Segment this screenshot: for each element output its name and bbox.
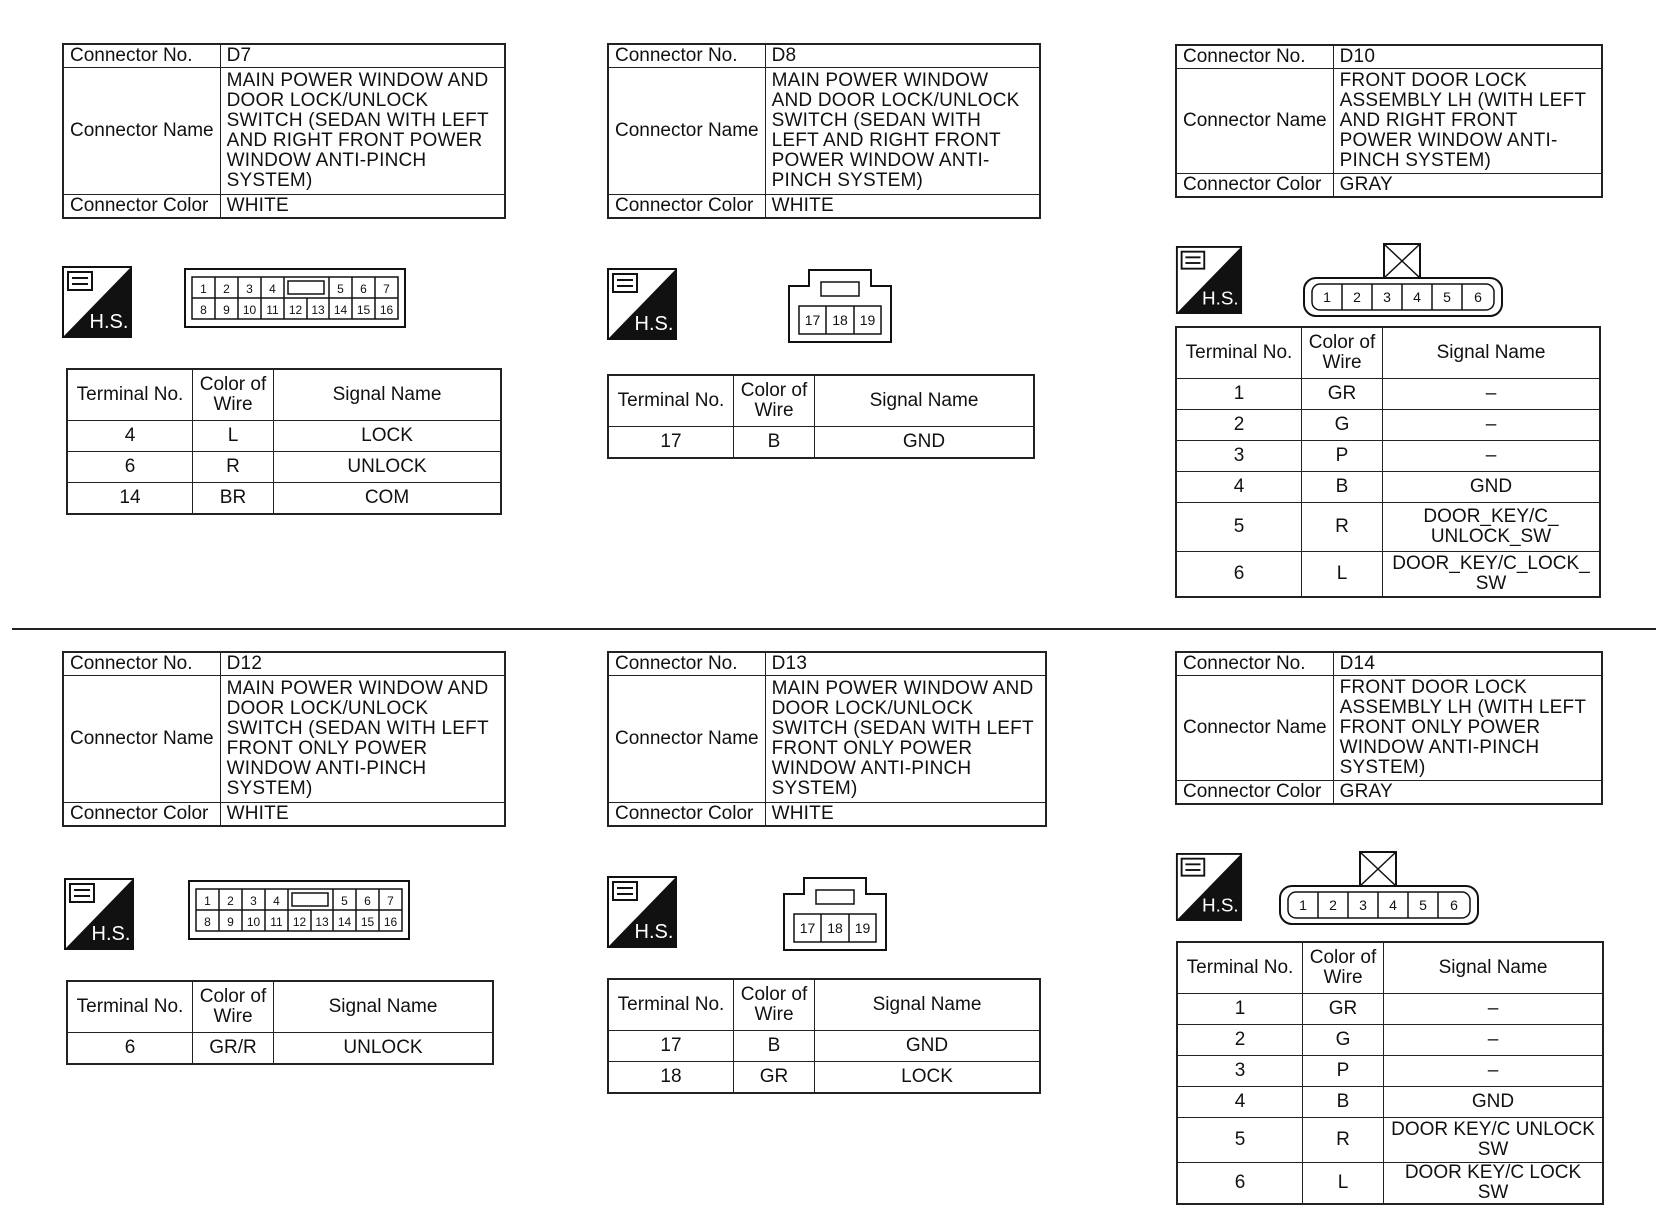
table-row [67, 483, 501, 515]
col-terminal-no: Terminal No. [608, 979, 734, 1031]
pin-label: 4 [273, 894, 280, 908]
connector-name-label: Connector Name [1176, 69, 1333, 174]
pin-label: 3 [1383, 289, 1391, 305]
connector-face-16pin [184, 268, 406, 328]
pin-label: 7 [387, 894, 394, 908]
wire-color: B [734, 427, 815, 459]
signal-name: LOCK [815, 1062, 1041, 1094]
terminal-no: 2 [1176, 410, 1302, 441]
hs-label: H.S. [634, 313, 674, 335]
pin-label: 6 [1474, 289, 1482, 305]
connector-face-3pin [782, 876, 888, 952]
pin-label: 18 [827, 920, 843, 936]
pin-label: 10 [246, 915, 261, 929]
col-signal-name: Signal Name [274, 369, 502, 421]
pin-label: 4 [1413, 289, 1421, 305]
table-row [1177, 1118, 1603, 1163]
pin-label: 15 [356, 303, 371, 317]
col-terminal-no: Terminal No. [1176, 327, 1302, 379]
pin-label: 2 [223, 282, 230, 296]
col-signal-name: Signal Name [274, 981, 494, 1033]
signal-name: GND [815, 427, 1035, 459]
connector-name-value: MAIN POWER WINDOW AND DOOR LOCK/UNLOCK SWITCH (SEDAN WITH LEFT FRONT ONLY POWER WINDOW ANTI-PINCH SYSTEM) [765, 676, 1046, 803]
pin-label: 5 [341, 894, 348, 908]
pin-label: 4 [269, 282, 276, 296]
pin-label: 11 [270, 915, 283, 929]
pin-label: 19 [854, 920, 871, 936]
connector-name-value: MAIN POWER WINDOW AND DOOR LOCK/UNLOCK SWITCH (SEDAN WITH LEFT AND RIGHT FRONT POWER WINDOW ANTI-PINCH SYSTEM) [765, 68, 1040, 195]
table-row [608, 1031, 1040, 1062]
table-row [1176, 410, 1600, 441]
pin-label: 1 [1299, 897, 1307, 913]
pin-label: 16 [383, 915, 398, 929]
signal-name: LOCK [274, 421, 502, 452]
hs-icon [607, 876, 677, 948]
signal-name: – [1384, 994, 1604, 1025]
terminal-no: 14 [67, 483, 193, 515]
connector-info-table [1175, 651, 1603, 805]
connector-no-label: Connector No. [63, 44, 220, 68]
hs-icon [64, 878, 134, 950]
connector-info-table [1175, 44, 1603, 198]
table-row [1177, 1025, 1603, 1056]
table-row [1177, 1163, 1603, 1205]
connector-name-value: MAIN POWER WINDOW AND DOOR LOCK/UNLOCK SWITCH (SEDAN WITH LEFT FRONT ONLY POWER WINDOW ANTI-PINCH SYSTEM) [220, 676, 505, 803]
wire-color: R [1303, 1118, 1384, 1163]
table-row [67, 421, 501, 452]
terminal-no: 2 [1177, 1025, 1303, 1056]
connector-color-value: WHITE [220, 803, 505, 827]
col-color-of-wire: Color of Wire [193, 981, 274, 1033]
table-row [1177, 1056, 1603, 1087]
pin-label: 1 [204, 894, 211, 908]
pin-label: 6 [1450, 897, 1458, 913]
connector-no-label: Connector No. [608, 652, 765, 676]
wire-color: B [734, 1031, 815, 1062]
pin-label: 15 [360, 915, 375, 929]
connector-info-table [607, 651, 1047, 827]
col-color-of-wire: Color of Wire [734, 979, 815, 1031]
signal-name: UNLOCK [274, 1033, 494, 1065]
connector-no-value: D13 [765, 652, 1046, 676]
connector-color-label: Connector Color [1176, 781, 1333, 805]
pin-label: 10 [242, 303, 257, 317]
connector-no-value: D8 [765, 44, 1040, 68]
signal-name: – [1383, 410, 1601, 441]
terminal-no: 4 [67, 421, 193, 452]
hs-label: H.S. [89, 311, 129, 333]
col-color-of-wire: Color of Wire [1303, 942, 1384, 994]
table-row [67, 1033, 493, 1065]
table-row [1176, 503, 1600, 552]
connector-no-value: D10 [1333, 45, 1602, 69]
terminal-no: 6 [1176, 552, 1302, 598]
table-row [1176, 472, 1600, 503]
connector-d7 [62, 43, 506, 219]
terminal-no: 17 [608, 1031, 734, 1062]
terminal-no: 1 [1177, 994, 1303, 1025]
wire-color: GR [1302, 379, 1383, 410]
connector-face-16pin [188, 880, 410, 940]
hs-icon [607, 268, 677, 340]
pin-label: 1 [1323, 289, 1331, 305]
pin-label: 5 [1419, 897, 1427, 913]
terminal-no: 5 [1176, 503, 1302, 552]
pin-label: 8 [200, 303, 207, 317]
terminal-no: 5 [1177, 1118, 1303, 1163]
connector-color-value: WHITE [220, 195, 505, 219]
pin-label: 3 [246, 282, 253, 296]
terminal-no: 3 [1176, 441, 1302, 472]
wire-color: L [193, 421, 274, 452]
col-signal-name: Signal Name [815, 375, 1035, 427]
pin-label: 19 [859, 312, 876, 328]
pin-label: 3 [1359, 897, 1367, 913]
connector-d10 [1175, 44, 1603, 198]
wire-color: B [1303, 1087, 1384, 1118]
wire-color: P [1303, 1056, 1384, 1087]
hs-icon [62, 266, 132, 338]
pin-label: 6 [364, 894, 371, 908]
connector-d8 [607, 43, 1041, 219]
connector-face-3pin [787, 268, 893, 344]
pin-label: 6 [360, 282, 367, 296]
pin-label: 16 [379, 303, 394, 317]
connector-d13 [607, 651, 1047, 827]
pin-label: 17 [804, 312, 821, 328]
hs-label: H.S. [634, 921, 674, 943]
pin-label: 17 [799, 920, 816, 936]
connector-color-value: WHITE [765, 803, 1046, 827]
terminal-no: 4 [1177, 1087, 1303, 1118]
pin-label: 14 [333, 303, 348, 317]
col-color-of-wire: Color of Wire [734, 375, 815, 427]
pin-label: 3 [250, 894, 257, 908]
wire-color: BR [193, 483, 274, 515]
connector-info-table [607, 43, 1041, 219]
table-row [67, 452, 501, 483]
signal-name: GND [1384, 1087, 1604, 1118]
connector-face-6pin [1278, 850, 1480, 926]
connector-name-label: Connector Name [63, 68, 220, 195]
hs-label: H.S. [91, 923, 131, 945]
connector-name-label: Connector Name [1176, 676, 1333, 781]
terminal-no: 6 [67, 452, 193, 483]
wire-color: B [1302, 472, 1383, 503]
signal-name: DOOR_KEY/C_ UNLOCK_SW [1383, 503, 1601, 552]
terminal-no: 6 [1177, 1163, 1303, 1205]
terminal-no: 1 [1176, 379, 1302, 410]
connector-face-6pin [1302, 242, 1504, 318]
terminal-no: 6 [67, 1033, 193, 1065]
terminal-no: 18 [608, 1062, 734, 1094]
connector-no-value: D7 [220, 44, 505, 68]
connector-d14 [1175, 651, 1603, 805]
connector-no-label: Connector No. [1176, 45, 1333, 69]
connector-no-value: D14 [1333, 652, 1602, 676]
signal-name: COM [274, 483, 502, 515]
wire-color: L [1303, 1163, 1384, 1205]
pin-label: 18 [832, 312, 848, 328]
wire-color: G [1303, 1025, 1384, 1056]
signal-name: – [1383, 379, 1601, 410]
pin-label: 9 [227, 915, 234, 929]
hs-label: H.S. [1201, 288, 1239, 310]
table-row [1176, 552, 1600, 598]
terminal-no: 4 [1176, 472, 1302, 503]
wire-color: G [1302, 410, 1383, 441]
connector-name-value: FRONT DOOR LOCK ASSEMBLY LH (WITH LEFT FRONT ONLY POWER WINDOW ANTI-PINCH SYSTEM) [1333, 676, 1602, 781]
table-row [1177, 994, 1603, 1025]
signal-name: UNLOCK [274, 452, 502, 483]
pin-label: 7 [383, 282, 390, 296]
connector-color-label: Connector Color [63, 195, 220, 219]
col-color-of-wire: Color of Wire [1302, 327, 1383, 379]
signal-name: GND [815, 1031, 1041, 1062]
wire-color: R [193, 452, 274, 483]
signal-name: – [1384, 1025, 1604, 1056]
connector-name-value: MAIN POWER WINDOW AND DOOR LOCK/UNLOCK SWITCH (SEDAN WITH LEFT AND RIGHT FRONT POWER WINDOW ANTI-PINCH SYSTEM) [220, 68, 505, 195]
terminal-table-d14 [1176, 941, 1604, 1205]
col-signal-name: Signal Name [815, 979, 1041, 1031]
terminal-table-d7 [66, 368, 502, 515]
pin-label: 2 [1353, 289, 1361, 305]
connector-color-label: Connector Color [608, 195, 765, 219]
connector-color-value: GRAY [1333, 174, 1602, 198]
wire-color: L [1302, 552, 1383, 598]
pin-label: 13 [311, 303, 325, 317]
table-row [608, 1062, 1040, 1094]
col-terminal-no: Terminal No. [1177, 942, 1303, 994]
connector-color-label: Connector Color [1176, 174, 1333, 198]
signal-name: – [1383, 441, 1601, 472]
terminal-table-d10 [1175, 326, 1601, 598]
wire-color: GR [1303, 994, 1384, 1025]
signal-name: – [1384, 1056, 1604, 1087]
hs-label: H.S. [1201, 895, 1239, 917]
connector-info-table [62, 651, 506, 827]
pin-label: 2 [1329, 897, 1337, 913]
terminal-table-d12 [66, 980, 494, 1065]
table-row [1176, 441, 1600, 472]
pin-label: 13 [315, 915, 329, 929]
signal-name: DOOR KEY/C LOCK SW [1384, 1163, 1604, 1205]
section-divider [12, 628, 1656, 630]
connector-no-value: D12 [220, 652, 505, 676]
col-color-of-wire: Color of Wire [193, 369, 274, 421]
connector-name-value: FRONT DOOR LOCK ASSEMBLY LH (WITH LEFT AND RIGHT FRONT POWER WINDOW ANTI-PINCH SYSTEM) [1333, 69, 1602, 174]
hs-icon [1175, 853, 1243, 921]
connector-name-label: Connector Name [608, 68, 765, 195]
connector-color-value: GRAY [1333, 781, 1602, 805]
col-terminal-no: Terminal No. [608, 375, 734, 427]
pin-label: 1 [200, 282, 207, 296]
connector-color-label: Connector Color [63, 803, 220, 827]
connector-info-table [62, 43, 506, 219]
signal-name: GND [1383, 472, 1601, 503]
signal-name: DOOR KEY/C UNLOCK SW [1384, 1118, 1604, 1163]
connector-color-label: Connector Color [608, 803, 765, 827]
terminal-table-d13 [607, 978, 1041, 1094]
pin-label: 12 [288, 303, 303, 317]
connector-d12 [62, 651, 506, 827]
pin-label: 5 [337, 282, 344, 296]
col-signal-name: Signal Name [1383, 327, 1601, 379]
wire-color: GR/R [193, 1033, 274, 1065]
pin-label: 8 [204, 915, 211, 929]
connector-color-value: WHITE [765, 195, 1040, 219]
pin-label: 5 [1443, 289, 1451, 305]
pin-label: 14 [337, 915, 352, 929]
col-terminal-no: Terminal No. [67, 369, 193, 421]
hs-icon [1175, 246, 1243, 314]
connector-name-label: Connector Name [63, 676, 220, 803]
col-signal-name: Signal Name [1384, 942, 1604, 994]
pin-label: 9 [223, 303, 230, 317]
pin-label: 4 [1389, 897, 1397, 913]
col-terminal-no: Terminal No. [67, 981, 193, 1033]
wire-color: R [1302, 503, 1383, 552]
table-row [1177, 1087, 1603, 1118]
connector-no-label: Connector No. [608, 44, 765, 68]
pin-label: 11 [266, 303, 279, 317]
table-row [608, 427, 1034, 459]
connector-name-label: Connector Name [608, 676, 765, 803]
terminal-table-d8 [607, 374, 1035, 459]
connector-no-label: Connector No. [1176, 652, 1333, 676]
signal-name: DOOR_KEY/C_LOCK_ SW [1383, 552, 1601, 598]
table-row [1176, 379, 1600, 410]
wire-color: GR [734, 1062, 815, 1094]
wire-color: P [1302, 441, 1383, 472]
terminal-no: 3 [1177, 1056, 1303, 1087]
connector-no-label: Connector No. [63, 652, 220, 676]
pin-label: 12 [292, 915, 307, 929]
terminal-no: 17 [608, 427, 734, 459]
pin-label: 2 [227, 894, 234, 908]
